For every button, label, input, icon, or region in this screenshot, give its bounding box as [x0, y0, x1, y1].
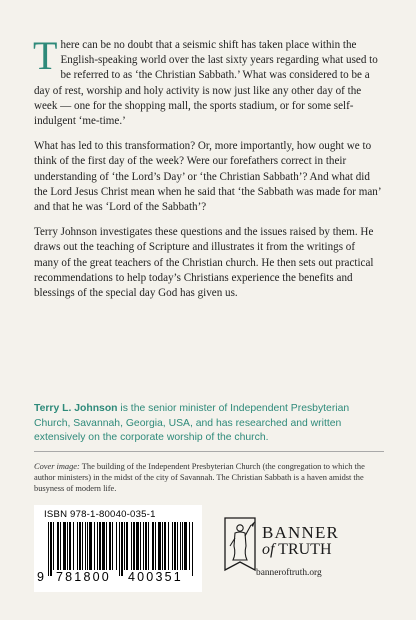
blurb-paragraph-3: Terry Johnson investigates these questions and the issues raised by them. He draws out the teaching of Scripture and illustrates it from the writings of many of the great teachers of the Christian church. He then sets out practical recommendations to help today’s Christians experience the benefits and blessings of the special day God has given us.: [34, 226, 374, 300]
publisher-of: of: [262, 541, 275, 558]
banner-of-truth-logo-icon: [222, 516, 258, 576]
publisher-name-line-1: BANNER: [262, 523, 340, 542]
barcode-bars: [48, 522, 196, 576]
blurb-paragraph-1: [33, 33, 382, 129]
isbn-number: ISBN 978-1-80040-035-1: [44, 509, 156, 520]
blurb-paragraph-2: What has led to this transformation? Or, more importantly, how ought we to think of the first day of the week? Were our forefathers correct in their understanding of ‘the Lord’s Day’ or ‘the Christian Sabbath’? And what did the Lord Jesus Christ mean when he said that ‘the Sabbath was made for man’ and that he was ‘Lord of the Sabbath’?: [34, 140, 381, 214]
barcode-digit-first: 9: [37, 570, 44, 584]
isbn-barcode: [34, 505, 202, 592]
publisher-name: [262, 524, 339, 559]
cover-image-label: Cover image:: [34, 462, 80, 471]
publisher-name-line-2: [262, 541, 339, 559]
publisher-url: banneroftruth.org: [256, 568, 322, 578]
author-bio-text: is the senior minister of Independent Presbyterian Church, Savannah, Georgia, USA, and has researched and written extensively on the corporate worship of the church.: [34, 403, 350, 444]
barcode-digits-group-2: 400351: [128, 570, 183, 584]
blurb-text: [33, 33, 382, 311]
divider: [34, 451, 384, 452]
barcode-digits-group-1: 781800: [56, 570, 111, 584]
author-name: Terry L. Johnson: [34, 403, 118, 414]
publisher-truth: TRUTH: [274, 541, 332, 558]
cover-image-text: The building of the Independent Presbyterian Church (the congregation to which the author ministers) in the midst of the city of Savannah. The Christian Sabbath is a haven amidst the busyness of modern life.: [34, 462, 365, 494]
blurb-paragraph-1-text: here can be no doubt that a seismic shift has taken place within the English-speaking world over the last sixty years regarding what used to be referred to as ‘the Christian Sabbath.’ What was considered to be a day of rest, worship and holy activity is now just like any other day of the week — one for the shopping mall, the sports stadium, or for some self-indulgent ‘me-time.’: [34, 39, 378, 128]
cover-image-credit: [34, 461, 384, 495]
author-bio: [34, 402, 384, 446]
drop-cap: T: [33, 33, 58, 78]
